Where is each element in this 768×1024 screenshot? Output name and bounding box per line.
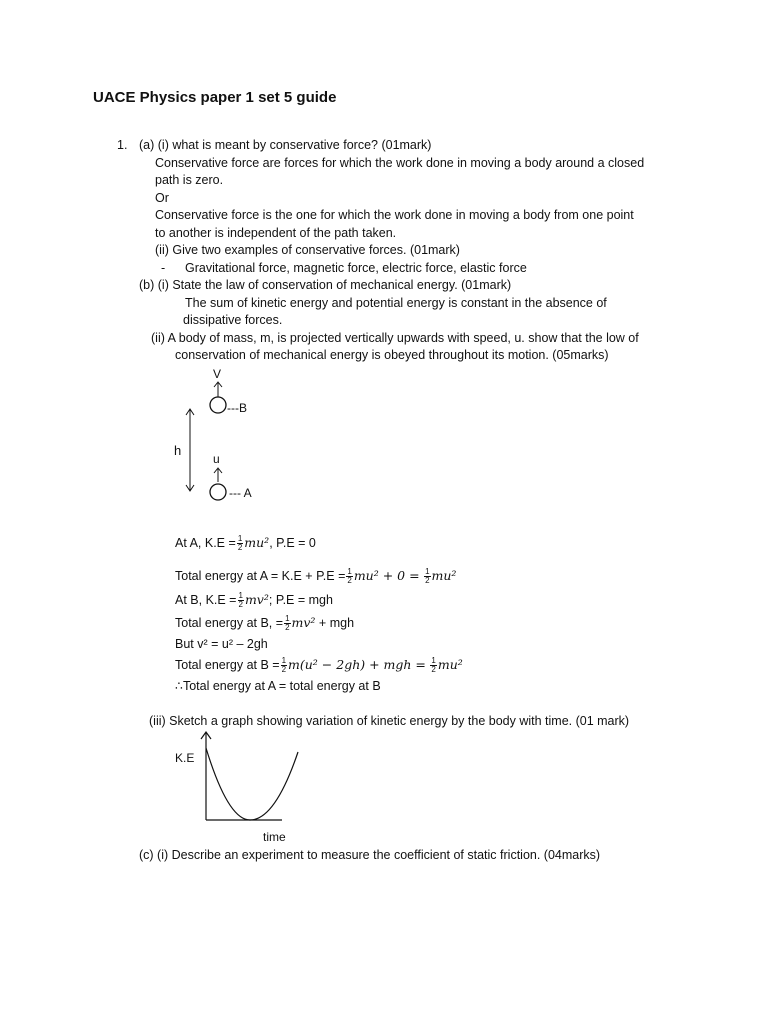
question-number: 1. [117, 138, 128, 152]
work-line-4: Total energy at B, = $\frac{1}{2}$ mv² + mgh [175, 614, 355, 633]
point-a-label: --- A [229, 486, 252, 500]
work-line-6: Total energy at B = $\frac{1}{2}$ m(u² − 2gh) + mgh = $\frac{1}{2}$ mu² [175, 656, 463, 675]
question-b-i: (b) (i) State the law of conservation of mechanical energy. (01mark) [139, 278, 512, 292]
work-line-7: ∴Total energy at A = total energy at B [175, 679, 381, 693]
answer-a-i-alt-line2: to another is independent of the path taken. [155, 226, 397, 240]
answer-a-ii: Gravitational force, magnetic force, electric force, elastic force [185, 261, 527, 275]
point-b-label: ---B [227, 401, 247, 415]
question-a-i: (a) (i) what is meant by conservative force? (01mark) [139, 138, 432, 152]
ke-curve [206, 748, 298, 820]
half-fraction: $\frac{1}{2}$ [285, 614, 290, 633]
question-a-ii: (ii) Give two examples of conservative forces. (01mark) [155, 243, 460, 257]
ball-b [210, 397, 226, 413]
graph-ylabel: K.E [175, 751, 195, 765]
half-fraction: $\frac{1}{2}$ [347, 567, 352, 586]
question-c-i: (c) (i) Describe an experiment to measure the coefficient of static friction. (04marks) [139, 848, 601, 862]
question-b-ii-line1: (ii) A body of mass, m, is projected vertically upwards with speed, u. show that the low of [151, 331, 639, 345]
document-title: UACE Physics paper 1 set 5 guide [93, 89, 337, 106]
answer-a-i-alt-line1: Conservative force is the one for which the work done in moving a body from one point [155, 208, 634, 222]
bullet-marker: - [161, 261, 166, 275]
velocity-u-label: u [213, 452, 220, 466]
answer-b-i-line2: dissipative forces. [183, 313, 283, 327]
question-b-iii: (iii) Sketch a graph showing variation of kinetic energy by the body with time. (01 mark) [149, 714, 630, 728]
half-fraction: $\frac{1}{2}$ [281, 656, 287, 675]
ke-time-graph [170, 728, 310, 843]
work-line-3: At B, K.E = $\frac{1}{2}$ mv²; P.E = mgh [175, 591, 333, 610]
half-fraction: $\frac{1}{2}$ [237, 534, 243, 553]
answer-a-i-line2: path is zero. [155, 173, 224, 187]
graph-xlabel: time [263, 830, 286, 844]
projectile-diagram [165, 365, 285, 505]
height-h-label: h [174, 443, 182, 458]
ball-a [210, 484, 226, 500]
velocity-v-label: V [213, 367, 222, 381]
work-line-2: Total energy at A = K.E + P.E = $\frac{1}{2}$ mu² + 0 = $\frac{1}{2}$ mu² [175, 567, 457, 586]
answer-b-i-line1: The sum of kinetic energy and potential energy is constant in the absence of [185, 296, 607, 310]
half-fraction: $\frac{1}{2}$ [238, 591, 243, 610]
work-line-1: At A, K.E = $\frac{1}{2}$ mu², P.E = 0 [175, 534, 316, 553]
question-b-ii-line2: conservation of mechanical energy is obeyed throughout its motion. (05marks) [175, 348, 609, 362]
or-text: Or [155, 191, 169, 205]
half-fraction: $\frac{1}{2}$ [431, 656, 436, 675]
work-line-5: But v² = u² – 2gh [175, 637, 268, 651]
half-fraction: $\frac{1}{2}$ [425, 567, 430, 586]
answer-a-i-line1: Conservative force are forces for which the work done in moving a body around a closed [155, 156, 645, 170]
